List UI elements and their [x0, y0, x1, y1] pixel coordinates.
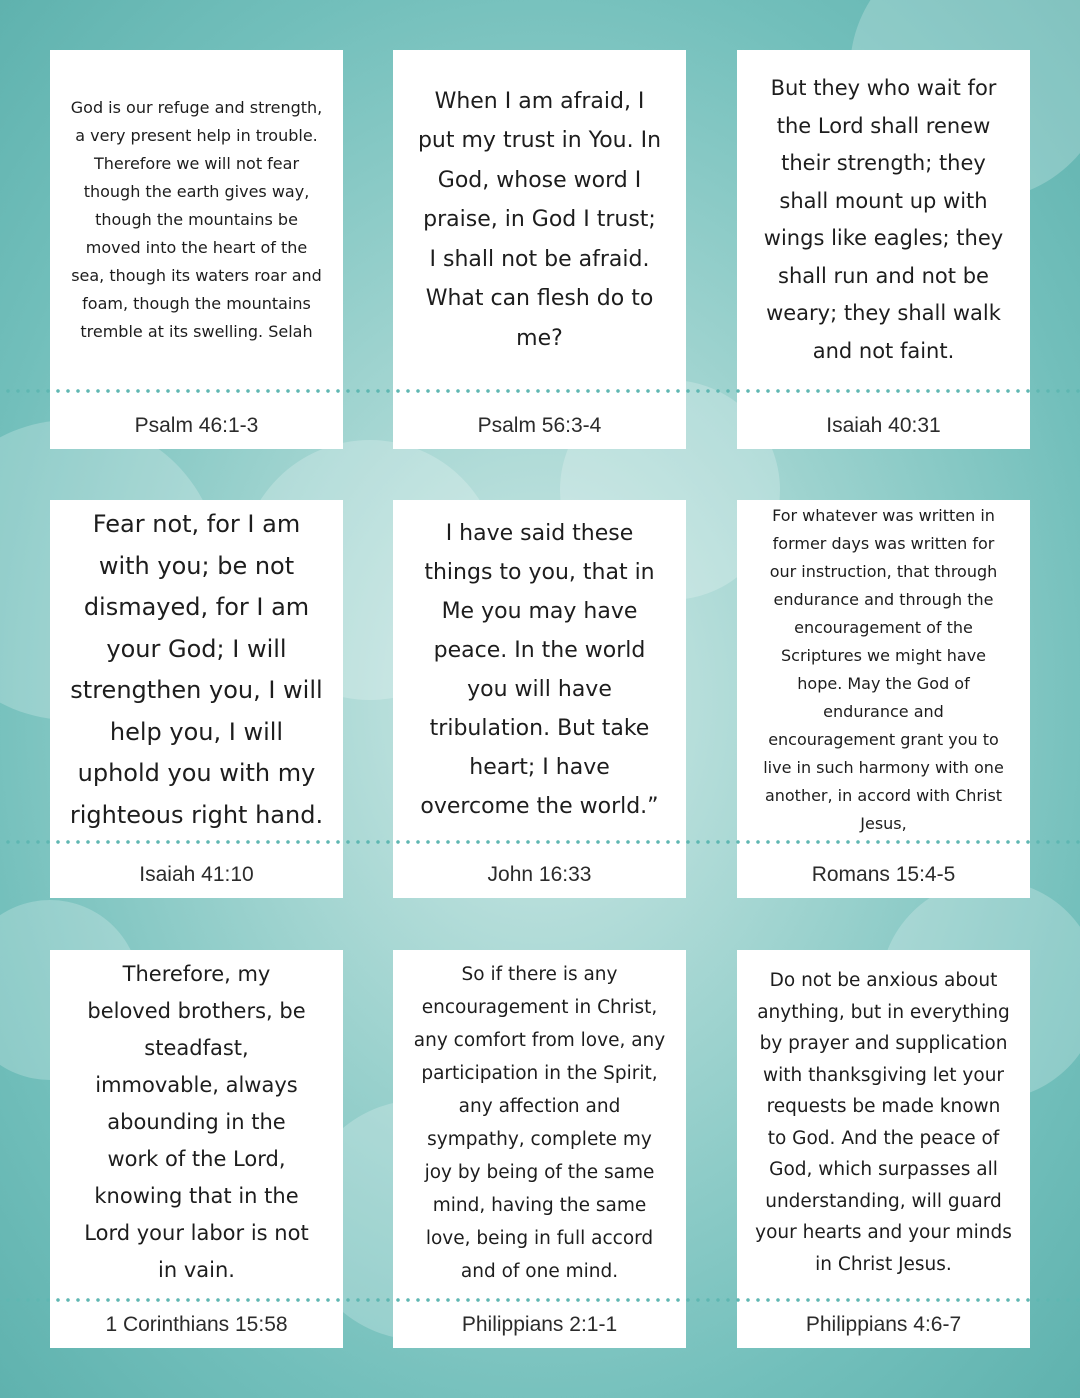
dotted-cut-line [0, 1295, 1080, 1305]
verse-text: Fear not, for I am with you; be not dismayed, for I am your God; I will strengthen you, I will help you, I will uphold you with my righteous right hand. [69, 510, 324, 829]
verse-text: Therefore, my beloved brothers, be steadfast, immovable, always abounding in the work of the Lord, knowing that in the Lord your labor is not in vain. [84, 962, 309, 1282]
verse-reference: 1 Corinthians 15:58 [105, 1313, 288, 1336]
verse-reference: Philippians 2:1-1 [461, 1313, 618, 1336]
verse-text: Do not be anxious about anything, but in everything by prayer and supplication with thanksgiving let your requests be made known to God. And the peace of God, which surpasses all understanding, will guard your hearts and your minds in Christ Jesus. [755, 970, 1012, 1275]
verse-reference: John 16:33 [487, 863, 592, 886]
verse-card [737, 950, 1030, 1348]
verse-text: But they who wait for the Lord shall renew their strength; they shall mount up with wings like eagles; they shall run and not be weary; they shall walk and not faint. [763, 76, 1004, 363]
verse-reference: Philippians 4:6-7 [805, 1313, 962, 1336]
verse-reference: Psalm 56:3-4 [477, 414, 602, 437]
verse-card [393, 950, 686, 1348]
verse-text: God is our refuge and strength, a very present help in trouble. Therefore we will not fear though the earth gives way, though the mountains be moved into the heart of the sea, though its waters roar and foam, though the mountains tremble at its swelling. Selah [70, 98, 323, 341]
dotted-cut-line [0, 837, 1080, 847]
verse-reference: Isaiah 40:31 [826, 414, 941, 437]
verse-reference: Psalm 46:1-3 [134, 414, 259, 437]
verse-text: When I am afraid, I put my trust in You. In God, whose word I praise, in God I trust; I shall not be afraid. What can flesh do to me? [417, 88, 662, 351]
verse-text: I have said these things to you, that in Me you may have peace. In the world you will have tribulation. But take heart; I have overcome the world.” [420, 521, 659, 819]
verse-reference: Isaiah 41:10 [139, 863, 254, 886]
verse-card [50, 950, 343, 1348]
verse-reference: Romans 15:4-5 [811, 863, 956, 886]
verse-text: For whatever was written in former days was written for our instruction, that through endurance and through the encouragement of the Scriptures we might have hope. May the God of endurance and encouragement grant you to live in such harmony with one another, in accord with Christ Jesus, [763, 506, 1004, 833]
dotted-cut-line [0, 386, 1080, 396]
verse-text: So if there is any encouragement in Christ, any comfort from love, any participation in the Spirit, any affection and sympathy, complete my joy by being of the same mind, having the same love, being in full accord and of one mind. [413, 963, 666, 1282]
